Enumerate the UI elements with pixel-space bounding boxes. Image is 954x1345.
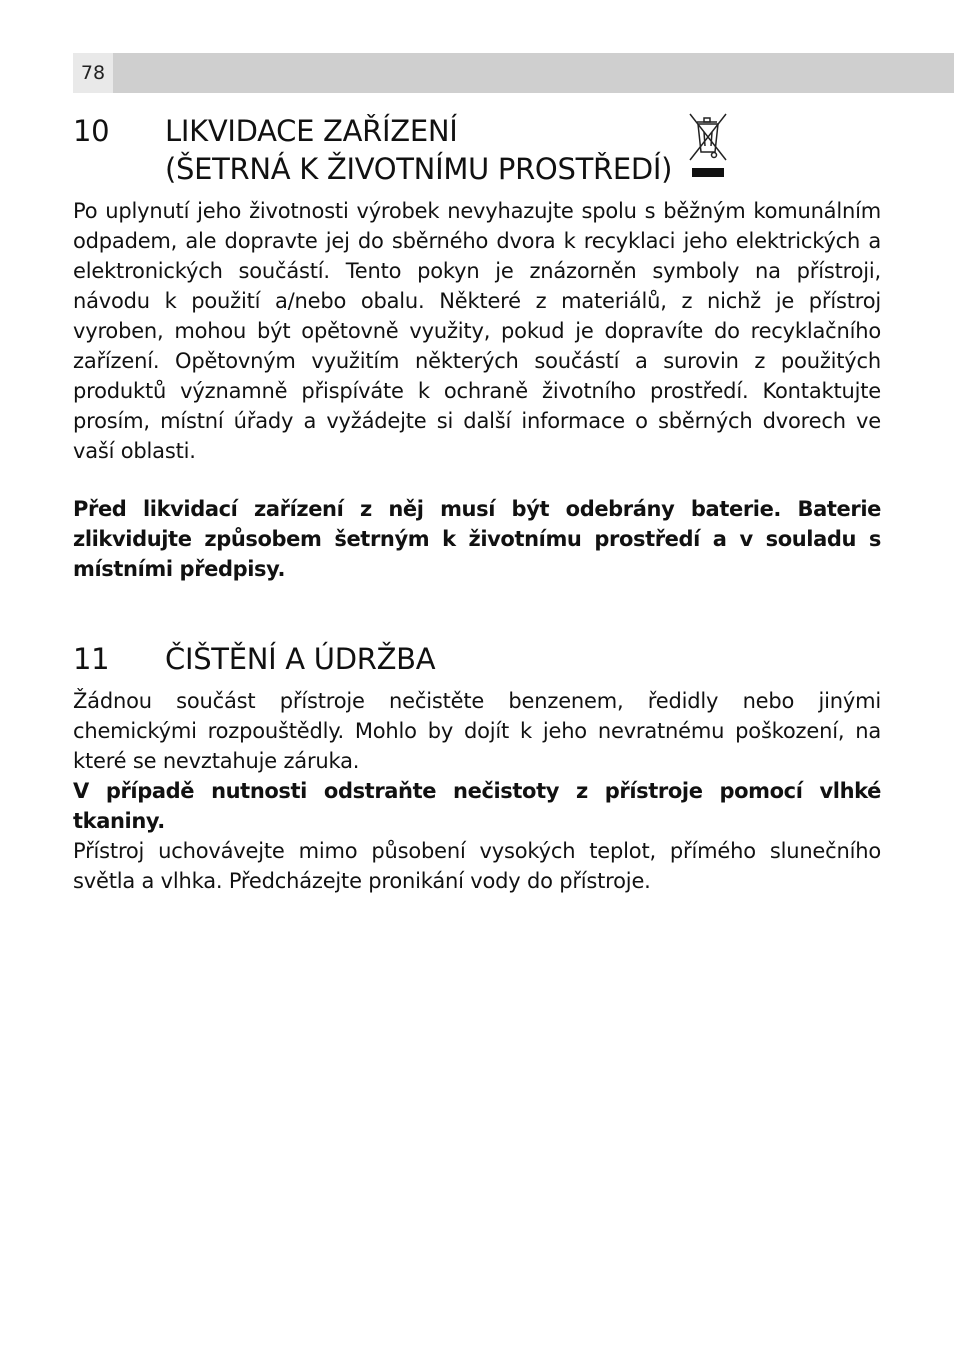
section-11-cleaning-note: V případě nutnosti odstraňte nečistoty z přístroje pomocí vlhké tkaniny.: [73, 779, 881, 833]
section-11-heading: [73, 640, 773, 678]
crossed-out-wheelie-bin-icon: [686, 110, 730, 182]
section-11-paragraph-2: Přístroj uchovávejte mimo působení vysokých teplot, přímého slunečního světla a vlhka. Předcházejte pronikání vody do přístroje.: [73, 839, 881, 893]
section-10-number: 10: [73, 114, 110, 148]
page-number: 78: [73, 53, 113, 93]
page-header-bar: [73, 53, 954, 93]
section-11-title: ČIŠTĚNÍ A ÚDRŽBA: [165, 642, 436, 676]
section-11-paragraph-1: Žádnou součást přístroje nečistěte benzenem, ředidly nebo jinými chemickými rozpouštědly. Mohlo by dojít k jeho nevratnému poškození, na které se nevztahuje záruka.: [73, 689, 881, 773]
section-10-battery-note: Před likvidací zařízení z něj musí být odebrány baterie. Baterie zlikvidujte způsobem šetrným k životnímu prostředí a v souladu s místními předpisy.: [73, 497, 881, 581]
section-11-number: 11: [73, 642, 110, 676]
section-10-heading: [73, 112, 773, 188]
section-10-paragraph: Po uplynutí jeho životnosti výrobek nevyhazujte spolu s běžným komunálním odpadem, ale dopravte jej do sběrného dvora k recyklaci jeho elektrických a elektronických součástí. Tento pokyn je znázorněn symboly na přístroji, návodu k použití a/nebo obalu. Některé z materiálů, z nichž je přístroj vyroben, mohou být opětovně využity, pokud je dopravíte do recyklačního zařízení. Opětovným využitím některých součástí a surovin z použitých produktů významně přispíváte k ochraně životního prostředí. Kontaktujte prosím, místní úřady a vyžádejte si další informace o sběrných dvorech ve vaší oblasti.: [73, 199, 881, 463]
section-10-title-line1: LIKVIDACE ZAŘÍZENÍ: [165, 114, 458, 148]
section-10-title-line2: (ŠETRNÁ K ŽIVOTNÍMU PROSTŘEDÍ): [165, 152, 673, 186]
